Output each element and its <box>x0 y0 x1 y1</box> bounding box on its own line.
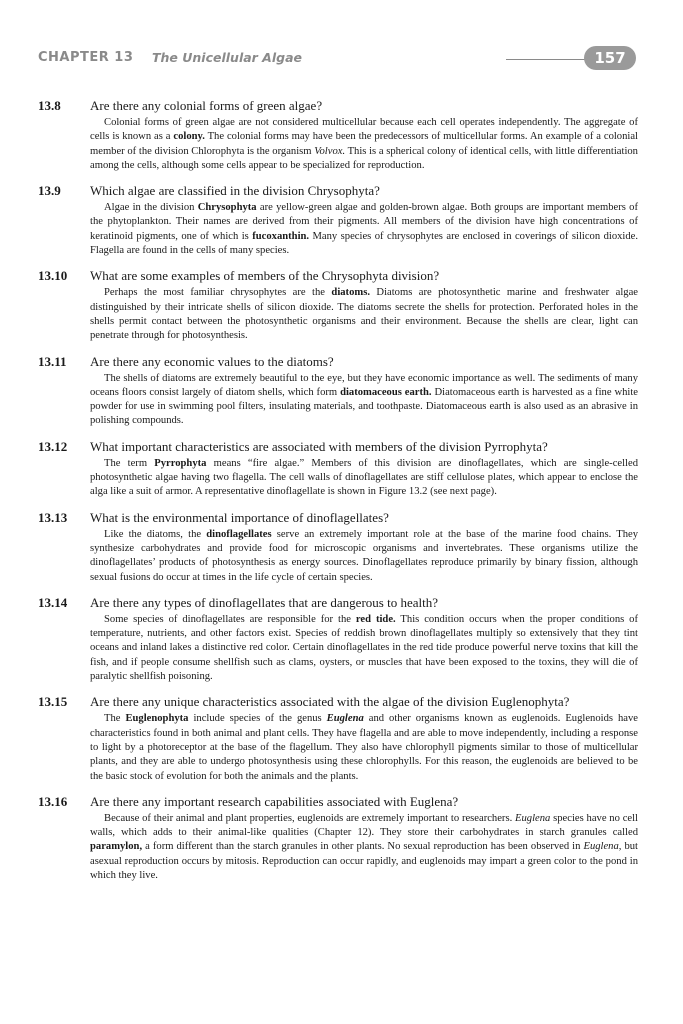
question-number: 13.16 <box>38 793 68 809</box>
qa-item <box>38 595 638 684</box>
key-term: diatomaceous earth. <box>340 386 432 398</box>
answer-text: This is a spherical colony of identical cells, with little differentiation among the cells, although some cells appear to be specialized for reproduction. <box>90 145 638 171</box>
answer-text: Diatomaceous earth is harvested as a fine white powder for use in swimming pool filters, insulating materials, and toothpaste. Diatomaceous earth is also used as an abrasive in polishing compounds. <box>90 386 638 427</box>
answer-paragraph <box>90 457 638 500</box>
key-term: dinoflagellates <box>206 528 272 540</box>
key-term: red tide. <box>355 613 396 625</box>
answer-paragraph <box>90 712 638 783</box>
question <box>38 354 638 369</box>
question-text: Are there any important research capabilities associated with Euglena? <box>90 793 459 809</box>
question-number: 13.13 <box>38 509 68 525</box>
answer-text: and other organisms known as euglenoids. Euglenoids have characteristics found in both animal and plant cells. They have flagella and are able to move independently, including a response to light by a photoreceptor at the base of the flagellum. They also have chlorophyll pigments similar to those of multicellular plants, and they are able to undergo photosynthesis using these chlorophylls. For this reason, the euglenoids are believed to be the basic stock of evolution for both the animals and the plants. <box>90 713 638 782</box>
question-number: 13.14 <box>38 594 68 610</box>
question <box>38 98 638 113</box>
answer-text: Many species of chrysophytes are enclosed in coverings of silicon dioxide. Flagella are found in the cells of many species. <box>90 230 639 257</box>
chapter-label: CHAPTER 13 <box>38 50 134 65</box>
answer-text: a form different than the starch granules in other plants. No sexual reproduction has been observed in <box>142 841 584 853</box>
question-text: What important characteristics are associated with members of the division Pyrrophyta? <box>90 438 548 454</box>
qa-item <box>38 794 638 883</box>
chapter-title: The Unicellular Algae <box>152 50 302 65</box>
question <box>38 183 638 198</box>
answer-text: serve an extremely important role at the base of the marine food chains. They synthesize carbohydrates and provide food for microscopic organisms and invertebrates. These organisms utilize the dinoflagellates’ products of photosynthesis as energy sources. Dinoflagellates reproduce primarily by binary fission, although sexual fusions do occur at times in the life cycle of certain species. <box>90 528 638 583</box>
question-text: Are there any types of dinoflagellates that are dangerous to health? <box>90 594 438 610</box>
question-number: 13.8 <box>38 98 61 113</box>
answer-paragraph <box>90 812 638 883</box>
question <box>38 595 638 610</box>
answer-text: The term <box>104 457 155 469</box>
question-number: 13.9 <box>38 183 61 199</box>
answer-paragraph <box>90 116 638 173</box>
question-number: 13.15 <box>38 694 68 710</box>
key-term: paramylon, <box>90 841 143 853</box>
question <box>38 439 638 454</box>
answer-text: are yellow-green algae and golden-brown algae. Both groups are important members of the phytoplankton. Their names are derived from their pigments. All members of the division have high concentrations of keratinoid pigments, one of which is <box>90 202 638 242</box>
question-number: 13.12 <box>38 438 68 454</box>
italic-term: Volvox. <box>314 145 346 157</box>
answer-text: Like the diatoms, the <box>104 528 207 540</box>
page-header <box>38 46 638 70</box>
question-text: Are there any unique characteristics associated with the algae of the division Euglenophyta? <box>90 694 570 710</box>
question <box>38 510 638 525</box>
answer-text: Because of their animal and plant properties, euglenoids are extremely important to researchers. <box>104 812 516 824</box>
answer-paragraph <box>90 613 638 684</box>
answer-text: means “fire algae.” Members of this division are dinoflagellates, which are single-celled photosynthetic algae having two flagella. The cell walls of dinoflagellates are stiff cellulose plates, which appear to enclose the alga like a suit of armor. A representative dinoflagellate is shown in Figure 13.2 (see next page). <box>90 457 638 498</box>
italic-term: Euglena <box>515 812 551 824</box>
answer-paragraph <box>90 528 638 585</box>
key-term: Pyrrophyta <box>154 457 207 469</box>
key-term: diatoms. <box>331 287 370 299</box>
question-text: Are there any colonial forms of green algae? <box>90 98 323 113</box>
key-term: Euglena <box>326 713 364 725</box>
qa-item <box>38 98 638 173</box>
answer-text: Algae in the division <box>104 202 198 214</box>
answer-text: Colonial forms of green algae are not considered multicellular because each cell operates independently. The aggregate of cells is known as a <box>90 117 638 143</box>
header-rule <box>506 59 596 60</box>
question-number: 13.10 <box>38 268 68 284</box>
key-term: fucoxanthin. <box>252 230 310 242</box>
key-term: Euglenophyta <box>125 713 189 725</box>
qa-item <box>38 694 638 783</box>
key-term: Chrysophyta <box>197 202 257 214</box>
qa-item <box>38 183 638 258</box>
question-text: Are there any economic values to the diatoms? <box>90 353 334 369</box>
key-term: colony. <box>173 131 205 143</box>
answer-text: Perhaps the most familiar chrysophytes are the <box>104 287 332 299</box>
answer-text: The <box>104 713 126 725</box>
page-number-badge: 157 <box>584 46 636 70</box>
question <box>38 268 638 283</box>
answer-text: Diatoms are photosynthetic marine and freshwater algae distinguished by their intricate shells of silicon dioxide. The diatoms secrete the shells for protection. Perforated holes in the shells permit contact between the photosynthetic organisms and their environment. Because the shells are clear, light can penetrate through for photosynthesis. <box>90 287 638 342</box>
question-number: 13.11 <box>38 353 67 369</box>
answer-text: include species of the genus <box>188 713 327 725</box>
qa-item <box>38 268 638 343</box>
answer-text: species have no cell walls, which adds to their animal-like qualities (Chapter 12). They store their carbohydrates in starch granules called <box>90 812 638 839</box>
qa-item <box>38 354 638 429</box>
question-text: What is the environmental importance of dinoflagellates? <box>90 509 389 525</box>
answer-text: The shells of diatoms are extremely beautiful to the eye, but they have economic importance as well. The sediments of many oceans floors consist largely of diatom shells, which form <box>90 372 638 398</box>
question <box>38 794 638 809</box>
question <box>38 694 638 709</box>
qa-list <box>38 98 638 893</box>
answer-paragraph <box>90 201 638 258</box>
answer-text: This condition occurs when the proper conditions of temperature, nutrients, and other factors exist. Species of reddish brown dinoflagellates multiply so extensively that they tint oceans and inland lakes a distinctive red color. Certain dinoflagellates in the red tide produce powerful nerve toxins that kill the fish, and if people consume shellfish such as clams, oysters, or muscles that have been exposed to the toxins, they will die of paralytic shellfish poisoning. <box>90 613 638 683</box>
answer-text: Some species of dinoflagellates are responsible for the <box>104 613 356 625</box>
qa-item <box>38 510 638 585</box>
question-text: What are some examples of members of the Chrysophyta division? <box>90 268 440 284</box>
answer-text: The colonial forms may have been the predecessors of multicellular forms. An example of a colonial member of the division Chlorophyta is the organism <box>90 131 638 157</box>
answer-paragraph <box>90 286 638 343</box>
answer-paragraph <box>90 372 638 429</box>
italic-term: Euglena, <box>583 841 622 853</box>
question-text: Which algae are classified in the division Chrysophyta? <box>90 183 380 199</box>
qa-item <box>38 439 638 500</box>
answer-text: but asexual reproduction occurs by mitosis. Reproduction can occur rapidly, and euglenoids may impart a green color to the pond in which they live. <box>90 841 638 881</box>
